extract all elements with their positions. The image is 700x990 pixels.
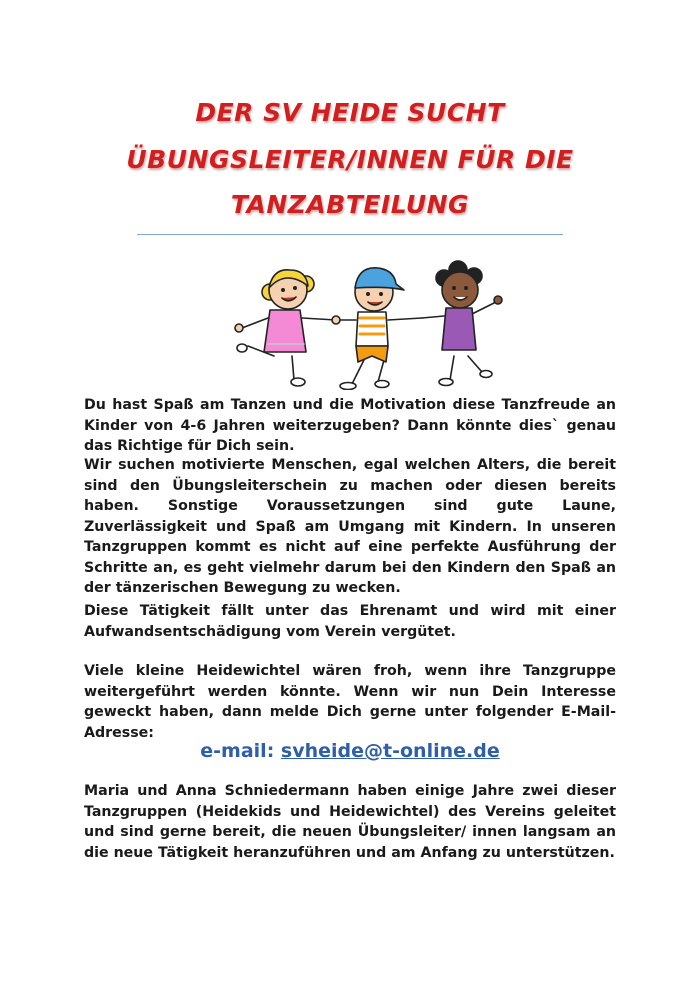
girl-curly-figure [422,261,502,386]
intro-paragraph: Du hast Spaß am Tanzen und die Motivation diese Tanzfreude an Kinder von 4-6 Jahren weiterzugeben? Dann könnte dies` genau das Richtige für Dich sein. [84,397,616,454]
boy-cap-figure [332,268,422,390]
title-line-3: TANZABTEILUNG [230,190,470,219]
title-line-2: ÜBUNGSLEITER/INNEN FÜR DIE [126,145,574,174]
email-label: e-mail: [200,740,275,762]
email-line [84,740,616,762]
title-divider [137,234,563,235]
dancing-children-illustration [228,248,518,390]
contact-intro-paragraph: Viele kleine Heidewichtel wären froh, wenn ihre Tanzgruppe weitergeführt werden könnte. Wenn wir nun Dein Interesse geweckt haben, dann melde Dich gerne unter folgender E-Mail- Adresse: [84,663,616,741]
compensation-paragraph: Diese Tätigkeit fällt unter das Ehrenamt und wird mit einer Aufwandsentschädigung vom Verein vergütet. [84,603,616,640]
requirements-paragraph: Wir suchen motivierte Menschen, egal welchen Alters, die bereit sind den Übungsleiterschein zu machen oder diesen bereits haben. Sonstige Voraussetzungen sind gute Laune, Zuverlässigkeit und Spaß am Umgang mit Kindern. In unseren Tanzgruppen kommt es nicht auf eine perfekte Ausführung der Schritte an, es geht vielmehr darum bei den Kindern den Spaß an der tänzerischen Bewegung zu wecken. [84,457,616,596]
girl-blonde-figure [235,270,336,386]
closing-paragraph: Maria und Anna Schniedermann haben einige Jahre zwei dieser Tanzgruppen (Heidekids und Heidewichtel) des Vereins geleitet und sind gerne bereit, die neuen Übungsleiter/ innen langsam an die neue Tätigkeit heranzuführen und am Anfang zu unterstützen. [84,783,616,861]
title-line-1: DER SV HEIDE SUCHT [195,98,505,127]
email-address-link[interactable]: svheide@t-online.de [280,740,500,762]
